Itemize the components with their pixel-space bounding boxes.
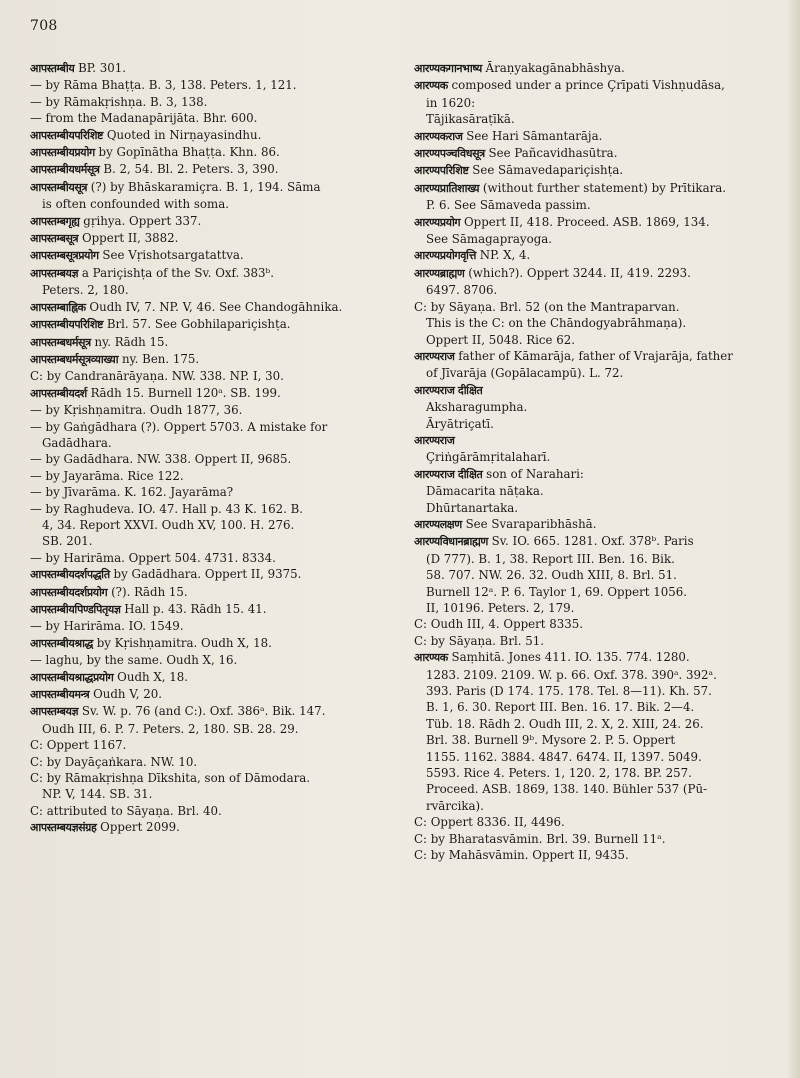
entry-line (414, 649, 778, 666)
sanskrit-headword: आपस्तम्बीयश्राद्ध (30, 636, 93, 650)
entry-text: (which?). Oppert 3244. II, 419. 2293. (464, 265, 691, 280)
entry-text: 5593. Rice 4. Peters. 1, 120. 2, 178. BP. 257. (426, 766, 692, 781)
sanskrit-headword: आरण्यराज (414, 433, 455, 447)
entry-text: Tājikasāraṭīkā. (426, 112, 515, 127)
entry-line (30, 77, 418, 93)
entry-line (30, 110, 418, 126)
entry-text: — from the Madanapārijāta. Bhr. 600. (30, 111, 258, 126)
entry-line (30, 435, 418, 451)
sanskrit-headword: आपस्तम्बीयसूत्र (30, 180, 88, 194)
entry-line (414, 60, 778, 77)
sanskrit-headword: आरण्यविधानब्राह्मण (414, 535, 488, 549)
sanskrit-headword: आपस्तम्बीयपिण्डपितृयज्ञ (30, 603, 121, 616)
entry-line (30, 669, 418, 686)
entry-line (30, 127, 418, 144)
entry-line (414, 399, 778, 415)
entry-text: (D 777). B. 1, 38. Report III. Ben. 16. Bik. (426, 551, 675, 566)
entry-line (414, 781, 778, 797)
entry-line (414, 332, 778, 348)
entry-line (30, 770, 418, 786)
sanskrit-headword: आपस्तम्बयज्ञ (30, 705, 79, 719)
entry-line (30, 754, 418, 770)
entry-line (414, 145, 778, 162)
entry-text: Oppert II, 5048. Rice 62. (426, 332, 575, 347)
entry-text: in 1620: (426, 95, 476, 110)
entry-line (30, 721, 418, 737)
entry-text: by Gopīnātha Bhaṭṭa. Khn. 86. (94, 145, 280, 160)
sanskrit-headword: आरण्यप्रयोग (414, 215, 461, 229)
sanskrit-headword: आरण्यब्राह्मण (414, 266, 465, 280)
entry-line (414, 162, 778, 179)
entry-text: — by Rāma Bhaṭṭa. B. 3, 138. Peters. 1, 121. (30, 78, 297, 93)
entry-line (30, 737, 418, 753)
entry-text: C: by Sāyaṇa. Brl. 52 (on the Mantraparvan. (414, 299, 680, 314)
entry-text: C: Oppert 8336. II, 4496. (414, 815, 565, 830)
sanskrit-headword: आरण्यकराज (414, 129, 463, 143)
entry-line (414, 633, 778, 649)
entry-text: is often confounded with soma. (42, 197, 230, 212)
entry-text: Āraṇyakagānabhāshya. (481, 61, 625, 75)
entry-text: C: by Rāmakṛishṇa Dīkshita, son of Dāmodara. (30, 771, 311, 786)
entry-text: Oudh III, 6. P. 7. Peters. 2, 180. SB. 28. 29. (42, 721, 299, 736)
left-column (30, 60, 418, 837)
entry-line (414, 111, 778, 127)
entry-text: a Pariçishṭa of the Sv. Oxf. 383ᵇ. (78, 265, 274, 280)
entry-line (414, 432, 778, 449)
entry-text: See Svaraparibhāshā. (461, 516, 597, 531)
entry-line (414, 247, 778, 264)
entry-line (414, 214, 778, 231)
entry-text: B. 2, 54. Bl. 2. Peters. 3, 390. (99, 162, 279, 177)
entry-line (414, 732, 778, 748)
entry-line (30, 299, 418, 316)
entry-text: rvārcika). (426, 798, 484, 813)
entry-line (30, 60, 418, 77)
sanskrit-headword: आपस्तम्बधर्मसूत्र (30, 335, 91, 349)
sanskrit-headword: आपस्तम्बीयप्रयोग (30, 146, 95, 160)
sanskrit-headword: आरण्यप्रयोगवृत्ति (414, 249, 476, 263)
entry-line (30, 144, 418, 161)
entry-text: Oudh IV, 7. NP. V, 46. See Chandogāhnika. (85, 299, 343, 314)
entry-line (30, 179, 418, 196)
sanskrit-headword: आरण्यराज दीक्षित (414, 383, 483, 397)
entry-line (30, 819, 418, 836)
sanskrit-headword: आरण्यप्रातिशाख्य (414, 181, 480, 195)
entry-line (414, 567, 778, 583)
entry-text: father of Kāmarāja, father of Vrajarāja, father (454, 348, 733, 363)
entry-text: Dhūrtanartaka. (426, 500, 519, 515)
entry-line (414, 265, 778, 282)
entry-text: Oppert II, 418. Proceed. ASB. 1869, 134. (460, 214, 710, 229)
entry-line (30, 282, 418, 298)
entry-text: son of Narahari: (482, 466, 584, 481)
entry-line (414, 382, 778, 399)
entry-text: II, 10196. Peters. 2, 179. (426, 601, 575, 615)
entry-text: — by Harirāma. Oppert 504. 4731. 8334. (30, 550, 276, 565)
sanskrit-headword: आपस्तम्बीयश्राद्धप्रयोग (30, 670, 114, 684)
entry-text: — by Harirāma. IO. 1549. (30, 619, 184, 634)
entry-text: 58. 707. NW. 26. 32. Oudh XIII, 8. Brl. 51. (426, 568, 677, 583)
entry-line (414, 483, 778, 499)
entry-line (414, 95, 778, 111)
entry-text: — by Rāmakṛishṇa. B. 3, 138. (30, 94, 208, 109)
entry-text: Dāmacarita nāṭaka. (426, 484, 544, 499)
entry-line (414, 533, 778, 550)
entry-text: Oudh V, 20. (89, 687, 162, 702)
sanskrit-headword: आरण्यकगानभाष्य (414, 62, 482, 75)
entry-line (30, 402, 418, 418)
entry-text: B. 1, 6. 30. Report III. Ben. 16. 17. Bik. 2—4. (426, 700, 695, 715)
entry-text: C: by Mahāsvāmin. Oppert II, 9435. (414, 848, 629, 863)
entry-text: Burnell 12ᵃ. P. 6. Taylor 1, 69. Oppert 1056. (426, 584, 687, 599)
entry-line (414, 180, 778, 197)
sanskrit-headword: आरण्यपरिशिष्ट (414, 164, 469, 178)
entry-text: Peters. 2, 180. (42, 283, 129, 298)
entry-line (414, 315, 778, 331)
entry-line (30, 247, 418, 264)
entry-line (30, 213, 418, 230)
sanskrit-headword: आपस्तम्बयज्ञसंग्रह (30, 821, 97, 835)
entry-line (414, 299, 778, 315)
entry-line (30, 601, 418, 618)
sanskrit-headword: आपस्तम्बसूत्र (30, 232, 79, 246)
entry-text: gṛihya. Oppert 337. (79, 213, 202, 228)
entry-line (30, 652, 418, 668)
entry-text: C: Oudh III, 4. Oppert 8335. (414, 617, 584, 632)
entry-text: This is the C: on the Chāndogyabrāhmaṇa). (426, 316, 687, 331)
entry-line (414, 765, 778, 781)
entry-text: 6497. 8706. (426, 283, 498, 298)
entry-line (30, 265, 418, 282)
entry-text: Aksharagumpha. (426, 400, 528, 415)
entry-line (30, 385, 418, 402)
entry-line (30, 686, 418, 703)
entry-text: BP. 301. (74, 61, 127, 75)
sanskrit-headword: आरण्यपञ्चविधसूत्र (414, 147, 485, 161)
entry-line (30, 334, 418, 351)
entry-text: Hall p. 43. Rādh 15. 41. (120, 602, 267, 616)
entry-text: (?). Rādh 15. (107, 584, 188, 599)
entry-text: SB. 201. (42, 534, 93, 549)
entry-text: Brl. 38. Burnell 9ᵇ. Mysore 2. P. 5. Oppert (426, 733, 676, 748)
entry-line (30, 566, 418, 583)
entry-text: See Hari Sāmantarāja. (462, 128, 603, 143)
entry-text: (without further statement) by Prītikara. (479, 180, 727, 195)
entry-line (414, 77, 778, 94)
entry-line (414, 516, 778, 533)
entry-line (414, 466, 778, 483)
entry-text: Quoted in Nirṇayasindhu. (103, 127, 262, 142)
entry-text: — by Gadādhara. NW. 338. Oppert II, 9685. (30, 452, 292, 467)
entry-text: — by Gaṅgādhara (?). Oppert 5703. A mistake for (30, 419, 328, 434)
entry-line (414, 416, 778, 432)
entry-text: P. 6. See Sāmaveda passim. (426, 198, 591, 213)
page-edge-shadow (786, 0, 800, 1078)
sanskrit-headword: आरण्यक (414, 79, 448, 93)
page-number: 708 (30, 18, 58, 34)
sanskrit-headword: आपस्तम्बीयपरिशिष्ट (30, 128, 104, 142)
entry-line (414, 814, 778, 830)
entry-line (30, 635, 418, 652)
sanskrit-headword: आरण्यक (414, 651, 448, 665)
entry-line (414, 197, 778, 213)
entry-line (414, 231, 778, 247)
entry-text: 4, 34. Report XXVI. Oudh XV, 100. H. 276. (42, 517, 295, 532)
entry-text: C: by Dayāçaṅkara. NW. 10. (30, 754, 198, 769)
entry-text: by Gadādhara. Oppert II, 9375. (109, 567, 302, 582)
entry-text: Sv. IO. 665. 1281. Oxf. 378ᵇ. Paris (487, 534, 694, 549)
sanskrit-headword: आरण्यराज (414, 349, 455, 363)
entry-line (414, 716, 778, 732)
entry-line (414, 128, 778, 145)
entry-text: 393. Paris (D 174. 175. 178. Tel. 8—11). Kh. 57. (426, 684, 712, 699)
sanskrit-headword: आरण्यलक्षण (414, 517, 462, 531)
entry-line (30, 351, 418, 368)
entry-line (30, 618, 418, 634)
entry-line (414, 847, 778, 863)
entry-text: Oppert II, 3882. (78, 231, 179, 246)
entry-text: See Sāmavedapariçishṭa. (468, 163, 624, 178)
sanskrit-headword: आपस्तम्बगृह्य (30, 214, 80, 228)
entry-text: — by Jayarāma. Rice 122. (30, 468, 184, 483)
sanskrit-headword: आपस्तम्बीयदर्शपद्धति (30, 568, 110, 582)
entry-line (30, 786, 418, 802)
entry-line (30, 703, 418, 720)
entry-text: (?) by Bhāskaramiçra. B. 1, 194. Sāma (87, 179, 321, 194)
sanskrit-headword: आरण्यराज दीक्षित (414, 467, 483, 481)
sanskrit-headword: आपस्तम्बीयदर्श (30, 386, 87, 400)
entry-text: of Jīvarāja (Gopālacampū). L. 72. (426, 366, 624, 381)
entry-line (30, 484, 418, 500)
entry-text: ny. Rādh 15. (90, 334, 169, 349)
entry-line (30, 533, 418, 549)
right-column (414, 60, 778, 864)
sanskrit-headword: आपस्तम्बयज्ञ (30, 266, 79, 280)
entry-line (30, 451, 418, 467)
entry-line (414, 798, 778, 814)
entry-line (414, 282, 778, 298)
entry-line (414, 831, 778, 847)
entry-line (30, 368, 418, 384)
entry-text: NP. X, 4. (476, 248, 531, 263)
entry-text: 1155. 1162. 3884. 4847. 6474. II, 1397. 5049. (426, 749, 702, 764)
entry-text: NP. V, 144. SB. 31. (42, 787, 153, 802)
entry-line (30, 316, 418, 333)
entry-text: — by Raghudeva. IO. 47. Hall p. 43 K. 162. B. (30, 501, 304, 516)
entry-line (414, 699, 778, 715)
entry-line (30, 230, 418, 247)
sanskrit-headword: आपस्तम्बधर्मसूत्रव्याख्या (30, 352, 119, 366)
entry-line (30, 584, 418, 601)
entry-text: Brl. 57. See Gobhilapariçishṭa. (103, 317, 291, 332)
sanskrit-headword: आपस्तम्बाह्निक (30, 300, 86, 314)
entry-text: Āryātriçatī. (426, 416, 494, 431)
entry-text: C: by Bharatasvāmin. Brl. 39. Burnell 11ᵃ. (414, 831, 666, 846)
entry-text: — by Jīvarāma. K. 162. Jayarāma? (30, 485, 234, 500)
sanskrit-headword: आपस्तम्बीयधर्मसूत्र (30, 163, 100, 177)
sanskrit-headword: आपस्तम्बीयमन्त्र (30, 688, 90, 702)
entry-line (414, 584, 778, 600)
sanskrit-headword: आपस्तम्बीयपरिशिष्ट (30, 318, 104, 332)
sanskrit-headword: आपस्तम्बीय (30, 62, 75, 75)
entry-text: Proceed. ASB. 1869, 138. 140. Bühler 537 (Pū- (426, 782, 708, 797)
sanskrit-headword: आपस्तम्बसूत्रप्रयोग (30, 249, 99, 263)
entry-line (414, 348, 778, 365)
entry-line (414, 365, 778, 381)
entry-line (30, 803, 418, 819)
entry-text: composed under a prince Çrīpati Vishṇudāsa, (447, 78, 725, 93)
entry-line (414, 749, 778, 765)
entry-text: Çriṅgārāmṛitalaharī. (426, 450, 551, 465)
entry-line (414, 600, 778, 616)
entry-text: C: by Candranārāyaṇa. NW. 338. NP. I, 30. (30, 369, 284, 384)
entry-text: Rādh 15. Burnell 120ᵃ. SB. 199. (86, 385, 281, 400)
entry-line (30, 419, 418, 435)
entry-text: Gadādhara. (42, 435, 112, 450)
entry-line (414, 500, 778, 516)
entry-line (30, 161, 418, 178)
entry-line (30, 517, 418, 533)
entry-line (30, 501, 418, 517)
entry-text: — by Kṛishṇamitra. Oudh 1877, 36. (30, 403, 243, 418)
entry-text: C: Oppert 1167. (30, 738, 127, 753)
entry-text: by Kṛishṇamitra. Oudh X, 18. (92, 635, 272, 650)
entry-text: Saṃhitā. Jones 411. IO. 135. 774. 1280. (447, 650, 690, 665)
entry-text: ny. Ben. 175. (118, 351, 200, 366)
entry-text: C: by Sāyaṇa. Brl. 51. (414, 633, 545, 648)
entry-line (414, 667, 778, 683)
entry-text: Sv. W. p. 76 (and C:). Oxf. 386ᵃ. Bik. 147. (78, 704, 326, 719)
entry-text: C: attributed to Sāyaṇa. Brl. 40. (30, 803, 222, 818)
entry-line (30, 468, 418, 484)
entry-text: Tüb. 18. Rādh 2. Oudh III, 2. X, 2. XIII, 24. 26. (426, 716, 704, 731)
entry-line (414, 683, 778, 699)
entry-line (414, 616, 778, 632)
entry-text: See Pañcavidhasūtra. (484, 146, 618, 161)
entry-text: See Sāmagaprayoga. (426, 232, 553, 247)
entry-text: See Vṛishotsargatattva. (98, 248, 244, 263)
entry-line (30, 550, 418, 566)
entry-text: Oudh X, 18. (113, 669, 189, 684)
entry-line (414, 449, 778, 465)
entry-line (414, 551, 778, 567)
entry-text: Oppert 2099. (96, 820, 180, 835)
entry-text: — laghu, by the same. Oudh X, 16. (30, 653, 238, 668)
entry-line (30, 196, 418, 212)
entry-line (30, 94, 418, 110)
entry-text: 1283. 2109. 2109. W. p. 66. Oxf. 378. 390ᵃ. 392ᵃ. (426, 667, 717, 682)
sanskrit-headword: आपस्तम्बीयदर्शप्रयोग (30, 585, 108, 599)
